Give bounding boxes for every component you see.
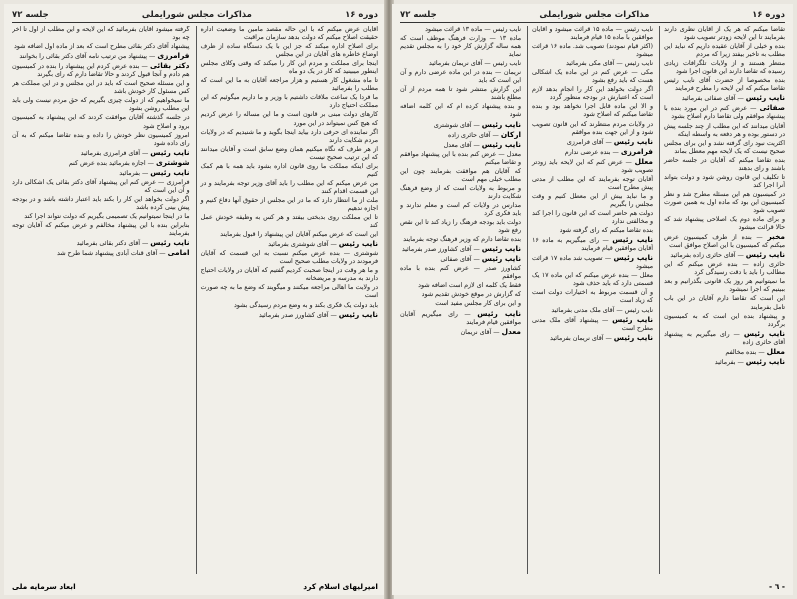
speaker-text: آقای کشاورز صدر بفرمائید (401, 246, 472, 254)
speaker-separator: — (747, 105, 760, 113)
paragraph: و ما هر وقت در اینجا صحبت کردیم گفتیم که آقایان در ولایات احتیاج دارند به مدرسه و مریضخانه (200, 267, 378, 283)
paragraph: نایب رئیس — آقای نریمان بفرمائید (428, 60, 521, 68)
speaker-turn (12, 249, 190, 258)
paragraph: امروز کمیسیون نظر خودش را داده و بنده تقاضا میکنم که به آن رای داده شود (12, 131, 190, 147)
speaker-turn (532, 138, 653, 147)
speaker-name: نایب رئیس (481, 139, 521, 149)
speaker-turn (400, 121, 521, 130)
speaker-name: نایب رئیس (613, 332, 653, 342)
speaker-name: نایب رئیس (612, 235, 653, 245)
speaker-text: آقای دکتر بقائی بفرمائید (76, 240, 140, 248)
paragraph: فرامرزی — عرض کنم این پیشنهاد آقای دکتر بقائی یک اشکالی دارد و آن این است که (12, 178, 190, 194)
paragraph: این گزارش منتشر شود تا همه مردم از آن مطلع باشند (400, 86, 521, 102)
speaker-separator: — (751, 234, 768, 242)
left-footer-left: ابعاد سرمایه ملی (12, 582, 76, 591)
paragraph: در ولایات مردم منتظرند که این قانون تصویب شود و از این جهت بنده موافقم (532, 120, 653, 136)
speaker-text: عرض کنم در این مورد بنده با پیشنهاد موافقم ولی تقاضا دارم اصلاح بشود (664, 105, 785, 121)
speaker-name: نایب رئیس (613, 253, 653, 263)
speaker-separator: — (457, 310, 478, 318)
right-page-number: - ٦ - (768, 582, 785, 591)
speaker-turn (664, 233, 785, 250)
speaker-separator: — (735, 252, 746, 260)
paragraph: ما فردا یک ساعت ملاقات داشتیم با وزیر و ما داریم میگوئیم که این مملکت احتیاج دارد (200, 94, 378, 110)
right-columns (400, 26, 785, 574)
speaker-name: شوشتری (155, 157, 190, 167)
speaker-text: رای میگیریم آقایان موافقین قیام فرمایند (400, 310, 521, 326)
speaker-text: بنده مخالفم (725, 348, 757, 356)
speaker-name: معلل (634, 156, 653, 166)
speaker-separator: — (147, 53, 158, 61)
paragraph: و ما نباید بیش از این معطل کنیم و وقت مجلس را بگیریم (532, 192, 653, 208)
paragraph: ملت از ما انتظار دارد که ما در این مجلس از حقوق آنها دفاع کنیم و اجازه ندهیم (200, 196, 378, 212)
speaker-text: بنده عرض کردم این پیشنهاد را بنده در کمیسیون هم دادم و آنجا قبول کردند و حالا تقاضا دارم که رای بگیرند (12, 63, 190, 79)
speaker-name: صفائی (759, 103, 785, 113)
speaker-text: پیشنهاد من ترتیب نامه آقای دکتر بقائی را بخوانند (19, 53, 148, 61)
paragraph: بنده تقاضا میکنم که رای گرفته شود (559, 227, 653, 235)
paragraph: این است که تقاضا دارم آقایان در این باب تامل بفرمایند (664, 295, 785, 311)
speaker-name: نایب رئیس (481, 119, 521, 129)
speaker-turn (400, 131, 521, 140)
speaker-separator: — (139, 149, 151, 157)
paragraph: تا این مملکت روی بدبختی بیفتد و هر کس به وظیفه خودش عمل کند (200, 214, 378, 230)
speaker-separator: — (610, 148, 621, 156)
paragraph: در ولایت ما اهالی مراجعه میکنند و میگویند که وضع ما به چه صورت است (200, 284, 378, 300)
speaker-turn (664, 251, 785, 260)
right-column (659, 26, 785, 574)
paragraph: بنده تقاضا میکنم که آقایان در جلسه حاضر باشند و رای بدهند (664, 156, 785, 172)
paragraph: دولت هم حاضر است که این قانون را اجرا کند و مخالفتی ندارد (532, 209, 653, 226)
left-footer-right: امیرلیهای اسلام کرد (303, 582, 378, 591)
paragraph: و الا این ماده قابل اجرا نخواهد بود و بنده تقاضا میکنم که اصلاح شود (532, 103, 653, 119)
speaker-name: دکتر بقائی (149, 61, 190, 71)
left-period: دوره ۱۶ (345, 10, 378, 20)
speaker-turn (12, 159, 190, 168)
paragraph: نریمان — بنده در این ماده عرضی دارم و آن این است که باید (400, 69, 521, 85)
right-column (527, 26, 653, 574)
speaker-name: نایب رئیس (481, 254, 521, 264)
speaker-separator: — (139, 169, 151, 177)
speaker-text: آقای فرامرزی بفرمائید (80, 149, 140, 157)
paragraph: بنده مخصوصا از حضرت آقای نایب رئیس تقاضا میکنم که این لایحه را مطرح فرمایند (664, 77, 785, 93)
speaker-separator: — (603, 138, 614, 146)
speaker-turn (12, 239, 190, 248)
left-column (12, 26, 190, 574)
paragraph: من عرض میکنم که این مطلب را باید آقای وزیر توجه بفرمایند و در این قسمت اقدام کنند (200, 179, 378, 195)
paragraph: برای اصلاح اداره میکند که جز این با یک دستگاه ساده از ظرف اوضاع خاطره های آقایان در این مجلس (200, 43, 378, 59)
paragraph: شوشتری — بنده عرض میکنم نسبت به این قسمت که آقایان فرمودند در ولایات مطلب صحیح است (200, 250, 378, 266)
speaker-turn (12, 52, 190, 61)
speaker-text: بفرمائید (119, 169, 140, 177)
paragraph: و پیشنهاد بنده این است که به کمیسیون برگردد (664, 312, 785, 328)
speaker-text: اجازه بفرمائید بنده عرض کنم (68, 159, 146, 167)
right-column (400, 26, 521, 574)
speaker-name: مخبر (767, 232, 785, 242)
speaker-text: بفرمائید (714, 358, 736, 366)
paragraph: که آقایان هم موافقت بفرمایند چون این مطلب خیلی مهم است (400, 167, 521, 183)
speaker-turn (400, 245, 521, 254)
speaker-turn (400, 255, 521, 264)
speaker-separator: — (729, 330, 744, 338)
paragraph: در جلسه گذشته آقایان موافقت کردند که این پیشنهاد به کمیسیون برود و اصلاح شود (12, 114, 190, 130)
paragraph: کارهای دولت مبنی بر قانون است و ما این مساله را عرض کردیم که هیچ کس نمیتواند در این مورد (200, 111, 378, 127)
speaker-text: آقای صفائی (440, 256, 472, 264)
paragraph: و برای ماده دوم یک اصلاحی پیشنهاد شد که حالا قرائت میشود (664, 216, 785, 232)
speaker-separator: — (602, 255, 614, 263)
paragraph: و این برای کار مجلس مفید است (435, 300, 521, 308)
left-footer (12, 582, 378, 591)
speaker-name: فرامرزی (620, 146, 653, 156)
paragraph: نایب رئیس — آقای ملک مدنی بفرمائید (551, 306, 653, 314)
speaker-turn (201, 240, 379, 249)
paragraph: آقایان توجه بفرمایند که این مطلب از مدتی پیش مطرح است (532, 175, 653, 191)
speaker-text: تصویب شد ماده ۱۷ قرائت میشود (532, 255, 653, 271)
paragraph: پیشنهاد آقای دکتر بقائی مطرح است که بعد از ماده اول اضافه شود (14, 43, 190, 51)
paragraph: باید دولت یک فکری بکند و به وضع مردم رسیدگی بشود (233, 301, 378, 309)
paragraph: آقایان عرض میکنم که با این حاله مقصد مامین ما وضعیت اداره حقیقت اصلاح میکنم که دولت بدهد سازمان مراقبت (200, 26, 378, 42)
paragraph: ماده ۱۳ — وزارت فرهنگ موظف است که همه ساله گزارش کار خود را به مجلس تقدیم نماید (400, 35, 521, 59)
speaker-separator: — (139, 63, 150, 71)
speaker-turn (532, 236, 653, 253)
right-session: جلسه ۷۲ (400, 10, 437, 20)
speaker-separator: — (735, 95, 746, 103)
speaker-separator: — (145, 159, 156, 167)
paragraph: آقایان میدانند که این مطلب از چند جلسه پیش در دستور بوده و هر دفعه به واسطه اینکه (664, 122, 785, 138)
speaker-text: آقای کشاورز صدر بفرمائید (258, 311, 329, 319)
right-journal-title: مذاکرات مجلس شورایملی (539, 10, 650, 20)
speaker-turn (400, 310, 521, 327)
speaker-name: نایب رئیس (745, 356, 785, 366)
paragraph: که گزارش در موقع خودش تقدیم شود (421, 291, 521, 299)
speaker-text: عرض کنم که این لایحه باید زودتر تصویب شود (532, 158, 653, 174)
speaker-name: نایب رئیس (612, 314, 653, 324)
speaker-text: آقای قنات آبادی پیشنهاد شما طرح شد (56, 250, 158, 258)
paragraph: و بنده پیشنهاد کرده ام که این کلمه اضافه شود (400, 103, 521, 119)
speaker-turn (664, 94, 785, 103)
paragraph: (اکثر قیام نمودند) تصویب شد. ماده ۱۶ قرائت میشود (532, 43, 653, 59)
paragraph: کشاورز صدر — عرض کنم بنده با ماده موافقم (400, 265, 521, 281)
speaker-separator: — (471, 256, 482, 264)
speaker-name: نایب رئیس (481, 244, 521, 254)
speaker-text: آقای معدل (443, 141, 472, 149)
paragraph: اگر دولت بخواهد این کار را انجام بدهد لازم است که اعتبارش در بودجه منظور گردد (532, 86, 653, 102)
right-period: دوره ۱۶ (752, 10, 785, 20)
speaker-separator: — (735, 358, 746, 366)
speaker-name: نایب رئیس (150, 238, 190, 248)
speaker-separator: — (490, 131, 501, 139)
speaker-separator: — (328, 241, 339, 249)
speaker-text: پیشنهاد آقای ملک مدنی مطرح است (532, 316, 653, 332)
speaker-text: رای میگیریم به ماده ۱۶ آقایان موافقین قیام فرمایند (532, 237, 653, 253)
speaker-text: آقای نریمان بفرمائید (550, 334, 604, 342)
paragraph: تا ماه مشغول کار هستیم و هزار مراجعه آقایان به ما این است که مطلب را بفرمائید (200, 77, 378, 93)
speaker-separator: — (328, 311, 339, 319)
speaker-name: نایب رئیس (150, 167, 190, 177)
speaker-separator: — (491, 328, 502, 336)
paragraph: اینجا برای مملکت و مردم این کار را میکند که وقتی وکلای مجلس اینطور میبینید که کار در یک دو ماه (200, 60, 378, 76)
speaker-turn (532, 254, 653, 271)
paragraph: و این مسئله صحیح است که باید در این مجلس و در این مملکت هر کس مسئول کار خودش باشد (12, 80, 190, 96)
speaker-turn (664, 104, 785, 121)
paragraph: گرفته میشود آقایان بفرمائید که این لایحه و این مطلب از اول تا آخر چه بود (12, 26, 190, 42)
speaker-turn (12, 149, 190, 158)
speaker-separator: — (603, 334, 614, 342)
speaker-separator: — (756, 348, 767, 356)
left-page (4, 4, 386, 595)
speaker-turn (664, 348, 785, 357)
paragraph: اکثریت نبود رای گرفته نشد و این برای مجلس صحیح نیست که یک لایحه مهم معطل بماند (664, 139, 785, 155)
speaker-turn (532, 316, 653, 333)
speaker-separator: — (471, 121, 482, 129)
speaker-text: آقای نریمان (460, 328, 492, 336)
paragraph: بنده تقاضا دارم که وزیر فرهنگ توجه بفرمایند (403, 236, 521, 244)
paragraph: معلل — بنده عرض میکنم که این ماده ۱۷ یک قسمتی دارد که باید حذف شود (532, 272, 653, 288)
paragraph: ما در اینجا نمیتوانیم یک تصمیمی بگیریم که دولت نتواند اجرا کند (24, 212, 190, 220)
speaker-turn (664, 358, 785, 367)
speaker-name: نایب رئیس (150, 147, 190, 157)
speaker-text: رای میگیریم به پیشنهاد آقای حائری زاده (664, 330, 785, 346)
right-footer (400, 582, 785, 591)
speaker-turn (532, 334, 653, 343)
speaker-turn (664, 330, 785, 347)
speaker-separator: — (471, 141, 482, 149)
speaker-separator: — (598, 316, 613, 324)
paragraph: این است که عرض میکنم آقایان این پیشنهاد را قبول بفرمایند (220, 231, 378, 239)
paragraph: برای اینکه مملکت ما روی قانون اداره بشود باید همه با هم کمک کنیم (200, 162, 378, 178)
paragraph: و آن قسمت مربوط به اختیارات دولت است که زیاد است (532, 289, 653, 305)
speaker-name: نایب رئیس (613, 136, 653, 146)
right-page (392, 4, 793, 595)
speaker-text: آقای حائری زاده (448, 131, 491, 139)
paragraph: نایب رئیس — آقای مکی بفرمائید (565, 60, 653, 68)
paragraph: و مربوط به ولایات است که از وضع فرهنگ شکایت دارند (400, 184, 521, 200)
speaker-name: نایب رئیس (745, 93, 785, 103)
paragraph: تقاضا میکنم که هر یک از آقایان نظری دارند بفرمایند تا این لایحه زودتر تصویب شود (664, 26, 785, 42)
speaker-separator: — (599, 237, 613, 245)
paragraph: نایب رئیس — ماده ۱۵ قرائت میشود و آقایان موافقین با ماده ۱۵ قیام فرمایند (532, 26, 653, 42)
paragraph: نایب رئیس — ماده ۱۳ قرائت میشود (425, 26, 521, 33)
speaker-separator: — (622, 158, 635, 166)
speaker-name: نایب رئیس (745, 250, 785, 260)
left-journal-title: مذاکرات مجلس شورایملی (141, 10, 252, 20)
speaker-turn (532, 158, 653, 175)
speaker-name: امامی (167, 248, 190, 258)
speaker-name: نایب رئیس (743, 328, 785, 338)
paragraph: ما نمیتوانیم هر روز یک قانونی بگذرانیم و بعد ببینیم که اجرا نمیشود (664, 278, 785, 294)
speaker-name: ارکان (500, 129, 521, 139)
speaker-turn (201, 311, 379, 320)
left-column (196, 26, 379, 574)
paragraph: در کمیسیون هم این مسئله مطرح شد و نظر کمیسیون این بود که ماده اول به همین صورت تصویب شود (664, 190, 785, 214)
paragraph: اگر دولت بخواهد این کار را بکند باید اعتبار داشته باشد و در بودجه پیش بینی کرده باشد (12, 195, 190, 211)
speaker-text: آقای صفائی بفرمائید (681, 95, 736, 103)
speaker-text: آقای حائری زاده بفرمائید (670, 252, 736, 260)
right-running-head (400, 10, 785, 23)
speaker-turn (532, 148, 653, 157)
left-session: جلسه ۷۲ (12, 10, 49, 20)
paragraph: مدارس در ولایات کم است و معلم ندارند و باید فکری کرد (400, 201, 521, 217)
paragraph: مکی — عرض کنم در این ماده یک اشکالی هست که باید رفع بشود (532, 69, 653, 85)
speaker-text: آقای شوشتری (433, 121, 472, 129)
paragraph: منتظر هستند و از ولایات تلگرافات زیادی رسیده که تقاضا دارند این قانون اجرا شود (664, 60, 785, 76)
paragraph: از هر طرف که نگاه میکنیم همان وضع سابق است و آقایان میدانند که این ترتیب صحیح نیست (200, 145, 378, 161)
speaker-name: معلل (766, 346, 785, 356)
speaker-turn (12, 169, 190, 178)
paragraph: تا تکلیف این قانون روشن شود و دولت بتواند آنرا اجرا کند (664, 173, 785, 189)
paragraph: بنده و خیلی از آقایان عقیده داریم که نباید این مطلب به تاخیر بیفتد زیرا که مردم (664, 43, 785, 59)
paragraph: دولت باید بودجه فرهنگ را زیاد کند تا این نقص رفع شود (400, 219, 521, 235)
left-running-head (12, 10, 378, 23)
paragraph: معدل — عرض کنم بنده با این پیشنهاد موافقم و تقاضا میکنم (400, 150, 521, 166)
speaker-turn (400, 328, 521, 337)
speaker-name: معدل (501, 326, 521, 336)
speaker-text: بنده از طرف کمیسیون عرض میکنم که کمیسیون با این اصلاح موافق است (664, 234, 785, 250)
speaker-separator: — (139, 240, 151, 248)
paragraph: ما نمیخواهیم که از دولت چیزی بگیریم که حق مردم نیست ولی باید این مطلب روشن بشود (12, 97, 190, 113)
paragraph: فقط یک کلمه ای لازم است اضافه شود (418, 282, 521, 290)
speaker-text: بنده عرضی ندارم (564, 148, 611, 156)
left-columns (12, 26, 378, 574)
speaker-name: فرامرزی (157, 51, 190, 61)
speaker-separator: — (471, 246, 482, 254)
speaker-name: نایب رئیس (338, 239, 378, 249)
paragraph: حائری زاده — بنده عرض میکنم که این مطالب را باید با دقت رسیدگی کرد (664, 261, 785, 277)
speaker-separator: — (157, 250, 168, 258)
speaker-name: نایب رئیس (477, 308, 521, 318)
speaker-text: آقای شوشتری بفرمائید (268, 241, 329, 249)
speaker-text: آقای فرامرزی (566, 138, 604, 146)
paragraph: اگر نماینده ای حرفی دارد بیاید اینجا بگوید و ما شنیدیم که در ولایات مردم شکایت دارند (200, 128, 378, 144)
speaker-name: نایب رئیس (338, 309, 378, 319)
speaker-turn (400, 141, 521, 150)
paragraph: بنابراین بنده با این پیشنهاد مخالفم و عرض میکنم که آقایان توجه بفرمایند (12, 222, 190, 238)
speaker-turn (12, 62, 190, 79)
